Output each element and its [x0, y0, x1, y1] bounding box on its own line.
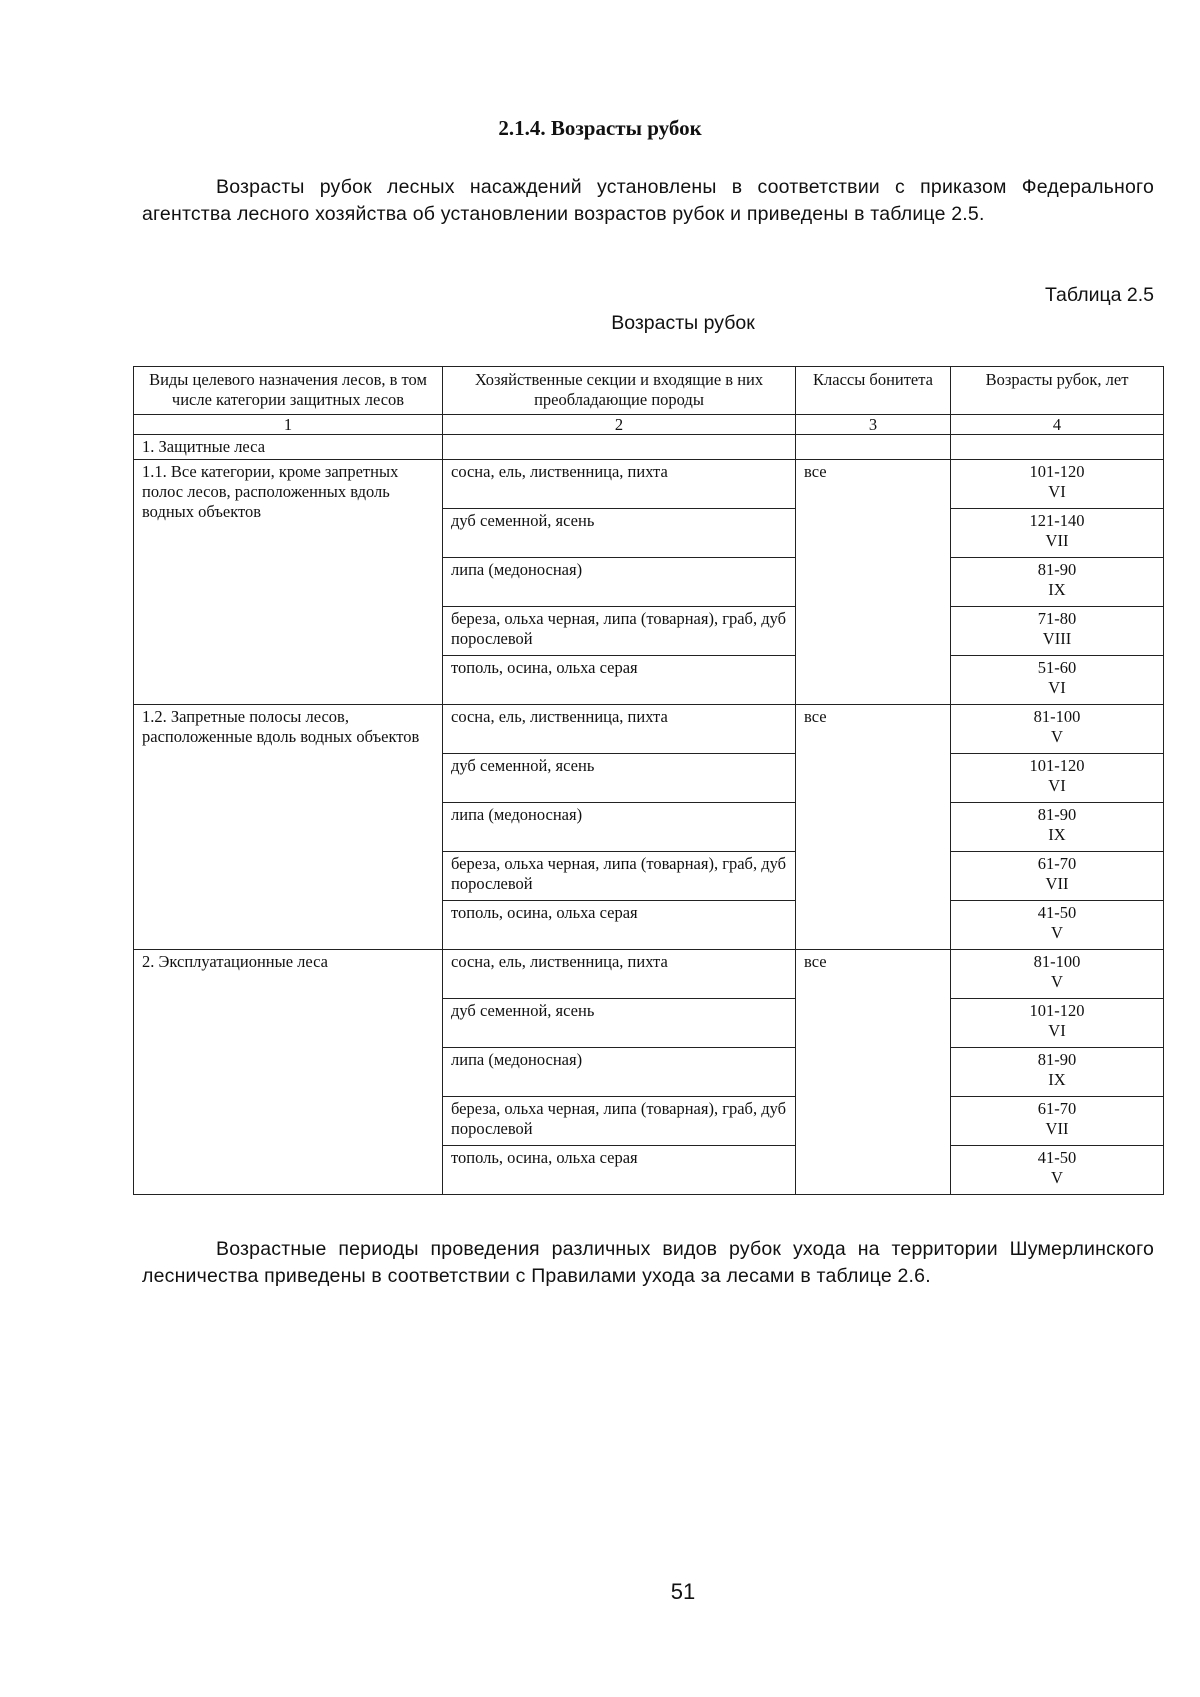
age-class-numeral: V — [1051, 923, 1063, 942]
economic-section-cell: липа (медоносная) — [443, 803, 796, 852]
cutting-age-cell — [951, 607, 1164, 656]
cutting-age-years: 81-100 — [1033, 707, 1081, 726]
column-number: 4 — [951, 415, 1164, 435]
economic-section-cell: сосна, ель, лиственница, пихта — [443, 460, 796, 509]
cutting-ages-table — [133, 366, 1164, 1195]
cutting-age-years: 71-80 — [1037, 609, 1077, 628]
cutting-age-cell — [951, 705, 1164, 754]
age-class-numeral: IX — [1048, 1070, 1066, 1089]
economic-section-cell: береза, ольха черная, липа (товарная), граб, дуб порослевой — [443, 1097, 796, 1146]
forest-category-cell: 2. Эксплуатационные леса — [134, 950, 443, 1195]
bonitet-class-cell: все — [796, 705, 951, 950]
cutting-age-cell — [951, 509, 1164, 558]
age-class-numeral: VI — [1048, 1021, 1066, 1040]
section-row-protective-forests — [134, 435, 1164, 460]
empty-cell — [951, 435, 1164, 460]
economic-section-cell: сосна, ель, лиственница, пихта — [443, 950, 796, 999]
cutting-age-cell — [951, 999, 1164, 1048]
cutting-age-years: 101-120 — [1029, 462, 1085, 481]
economic-section-cell: береза, ольха черная, липа (товарная), граб, дуб порослевой — [443, 607, 796, 656]
economic-section-cell: сосна, ель, лиственница, пихта — [443, 705, 796, 754]
age-class-numeral: V — [1051, 727, 1063, 746]
table-number-label: Таблица 2.5 — [1045, 284, 1154, 306]
cutting-age-cell — [951, 901, 1164, 950]
cutting-age-years: 51-60 — [1037, 658, 1077, 677]
economic-section-cell: липа (медоносная) — [443, 1048, 796, 1097]
age-class-numeral: VI — [1048, 776, 1066, 795]
bonitet-class-cell: все — [796, 950, 951, 1195]
column-number-row — [134, 415, 1164, 435]
cutting-age-years: 101-120 — [1029, 756, 1085, 775]
economic-section-cell: тополь, осина, ольха серая — [443, 1146, 796, 1195]
cutting-age-years: 81-100 — [1033, 952, 1081, 971]
age-class-numeral: IX — [1048, 825, 1066, 844]
cutting-age-cell — [951, 1048, 1164, 1097]
economic-section-cell: тополь, осина, ольха серая — [443, 901, 796, 950]
cutting-age-cell — [951, 1146, 1164, 1195]
cutting-age-years: 81-90 — [1037, 1050, 1077, 1069]
economic-section-cell: дуб семенной, ясень — [443, 999, 796, 1048]
column-number: 3 — [796, 415, 951, 435]
cutting-age-cell — [951, 754, 1164, 803]
age-class-numeral: VI — [1048, 678, 1066, 697]
cutting-age-cell — [951, 1097, 1164, 1146]
header-bonitet-classes: Классы бонитета — [796, 367, 951, 415]
empty-cell — [443, 435, 796, 460]
column-number: 2 — [443, 415, 796, 435]
bonitet-class-cell: все — [796, 460, 951, 705]
age-class-numeral: V — [1051, 1168, 1063, 1187]
cutting-age-years: 41-50 — [1037, 1148, 1077, 1167]
age-class-numeral: V — [1051, 972, 1063, 991]
page-number: 51 — [670, 1579, 696, 1604]
cutting-age-years: 101-120 — [1029, 1001, 1085, 1020]
header-economic-sections: Хозяйственные секции и входящие в них преобладающие породы — [443, 367, 796, 415]
empty-cell — [796, 435, 951, 460]
table-row — [134, 460, 1164, 509]
economic-section-cell: липа (медоносная) — [443, 558, 796, 607]
cutting-age-years: 61-70 — [1037, 854, 1077, 873]
table-row — [134, 950, 1164, 999]
header-purpose-type: Виды целевого назначения лесов, в том числе категории защитных лесов — [134, 367, 443, 415]
economic-section-cell: береза, ольха черная, липа (товарная), граб, дуб порослевой — [443, 852, 796, 901]
header-cutting-ages: Возрасты рубок, лет — [951, 367, 1164, 415]
column-number: 1 — [134, 415, 443, 435]
forest-category-cell: 1.1. Все категории, кроме запретных полос лесов, расположенных вдоль водных объектов — [134, 460, 443, 705]
cutting-age-cell — [951, 656, 1164, 705]
economic-section-cell: дуб семенной, ясень — [443, 754, 796, 803]
cutting-age-years: 81-90 — [1037, 560, 1077, 579]
outro-paragraph: Возрастные периоды проведения различных видов рубок ухода на территории Шумерлинского лесничества приведены в соответствии с Правилами ухода за лесами в таблице 2.6. — [142, 1238, 1154, 1287]
cutting-age-years: 121-140 — [1029, 511, 1085, 530]
table-body — [134, 415, 1164, 1195]
section-row-label: 1. Защитные леса — [134, 435, 443, 460]
forest-category-cell: 1.2. Запретные полосы лесов, расположенные вдоль водных объектов — [134, 705, 443, 950]
cutting-age-cell — [951, 803, 1164, 852]
section-heading: 2.1.4. Возрасты рубок — [498, 116, 702, 140]
cutting-age-cell — [951, 558, 1164, 607]
table-header-row — [134, 367, 1164, 415]
cutting-age-cell — [951, 460, 1164, 509]
cutting-age-years: 61-70 — [1037, 1099, 1077, 1118]
age-class-numeral: VII — [1045, 531, 1069, 550]
cutting-age-cell — [951, 852, 1164, 901]
age-class-numeral: VII — [1045, 874, 1069, 893]
economic-section-cell: дуб семенной, ясень — [443, 509, 796, 558]
cutting-age-cell — [951, 950, 1164, 999]
table-caption: Возрасты рубок — [611, 312, 755, 334]
age-class-numeral: IX — [1048, 580, 1066, 599]
cutting-age-years: 81-90 — [1037, 805, 1077, 824]
age-class-numeral: VI — [1048, 482, 1066, 501]
age-class-numeral: VII — [1045, 1119, 1069, 1138]
intro-paragraph: Возрасты рубок лесных насаждений установлены в соответствии с приказом Федерального агентства лесного хозяйства об установлении возрастов рубок и приведены в таблице 2.5. — [142, 176, 1154, 225]
cutting-age-years: 41-50 — [1037, 903, 1077, 922]
age-class-numeral: VIII — [1042, 629, 1072, 648]
economic-section-cell: тополь, осина, ольха серая — [443, 656, 796, 705]
table-row — [134, 705, 1164, 754]
